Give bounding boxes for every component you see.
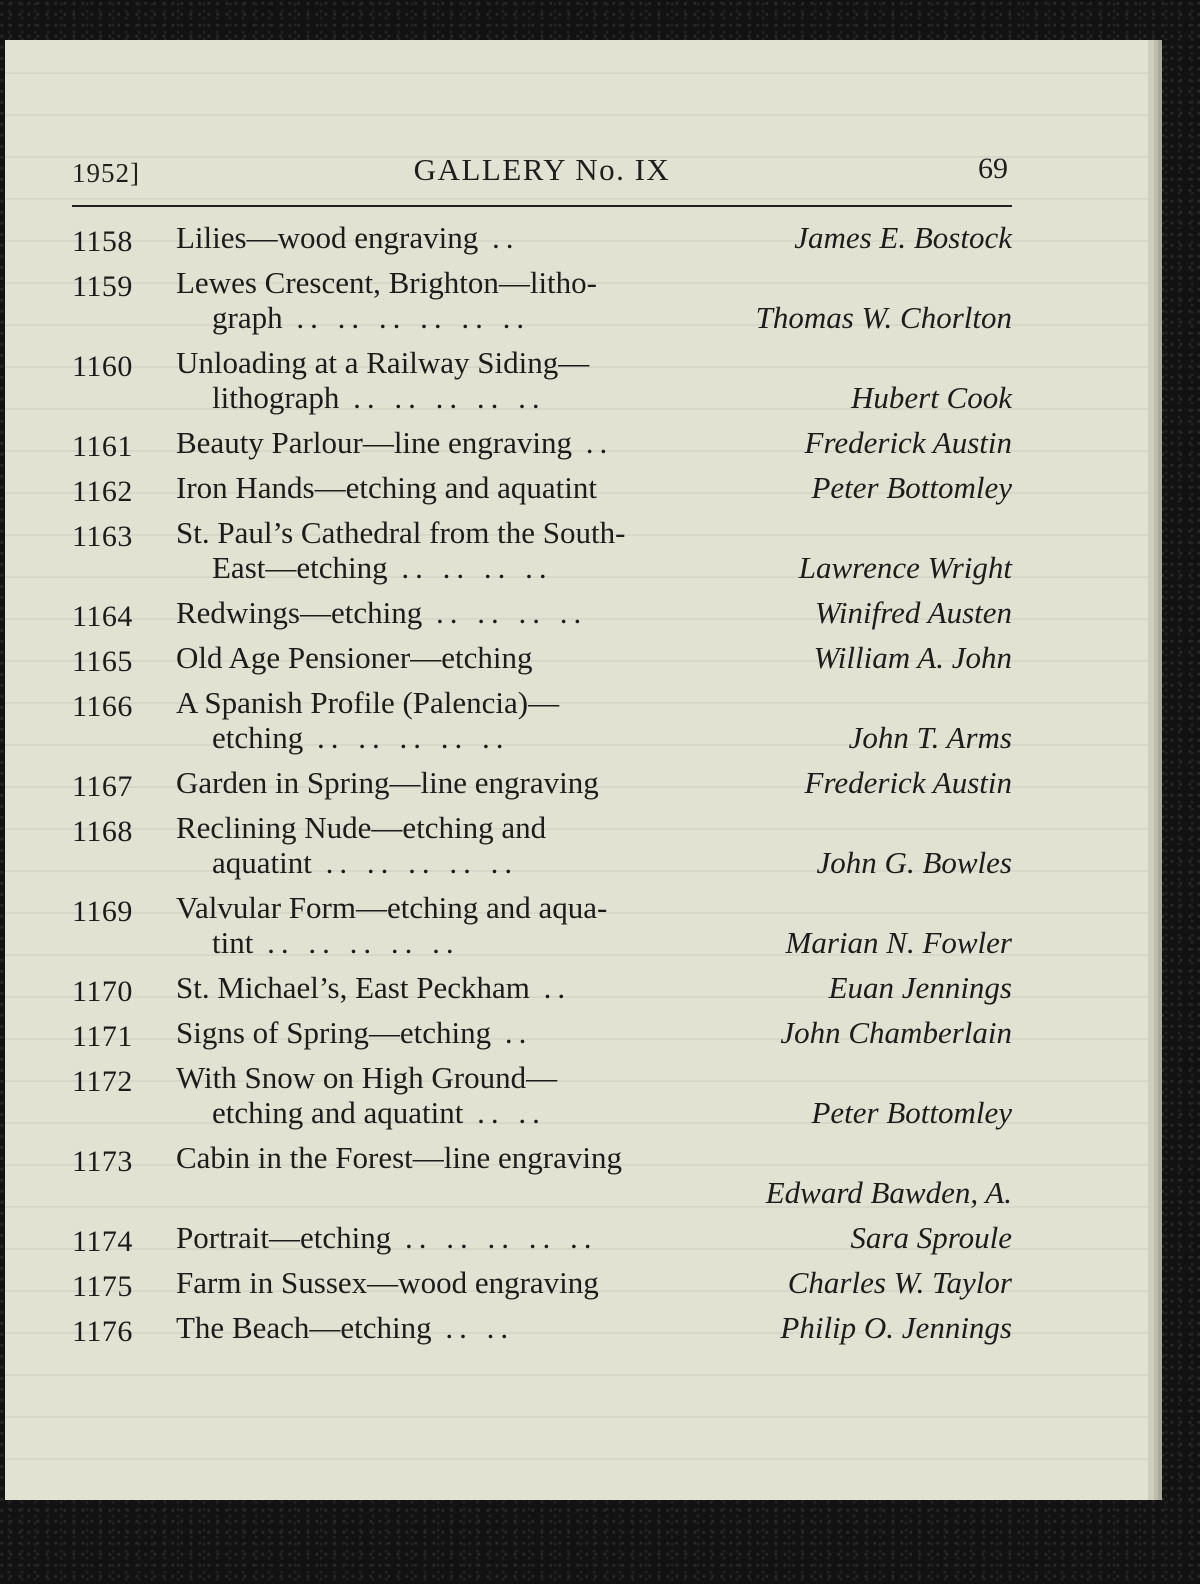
leader-dots: .. .. .. .. .. xyxy=(311,845,519,880)
leader-dots: .. .. .. .. .. xyxy=(391,1220,598,1255)
entry-number: 1176 xyxy=(72,1315,133,1348)
entry-title: Farm in Sussex—wood engraving xyxy=(176,1265,599,1300)
artist-name: Peter Bottomley xyxy=(811,1095,1012,1130)
catalogue-entry xyxy=(72,1135,1012,1215)
leader-dots: .. xyxy=(572,425,614,460)
artist-name: James E. Bostock xyxy=(794,220,1012,255)
leader-dots: .. .. .. .. xyxy=(387,550,553,585)
entry-number: 1164 xyxy=(72,600,133,633)
artist-name: Marian N. Fowler xyxy=(785,925,1012,960)
entry-number: 1167 xyxy=(72,770,133,803)
entry-number: 1168 xyxy=(72,815,133,848)
entry-number: 1174 xyxy=(72,1225,133,1258)
artist-name: Lawrence Wright xyxy=(798,550,1012,585)
header-rule xyxy=(72,205,1012,207)
leader-dots: .. xyxy=(478,220,520,255)
entry-number: 1169 xyxy=(72,895,133,928)
entry-number: 1165 xyxy=(72,645,133,678)
entry-title: St. Paul’s Cathedral from the South- xyxy=(176,515,626,550)
entry-title: Unloading at a Railway Siding— xyxy=(176,345,590,380)
entry-title: Valvular Form—etching and aqua- xyxy=(176,890,608,925)
leader-dots: .. xyxy=(491,1015,533,1050)
artist-name: Frederick Austin xyxy=(804,765,1012,800)
artist-name: William A. John xyxy=(813,640,1012,675)
entry-title: Signs of Spring—etching xyxy=(176,1015,492,1050)
entry-title: Beauty Parlour—line engraving xyxy=(176,425,573,460)
entry-number: 1162 xyxy=(72,475,133,508)
artist-name: Edward Bawden, A. xyxy=(765,1175,1012,1210)
catalogue-entry xyxy=(72,635,1012,680)
page-number: 69 xyxy=(978,152,1008,185)
entry-title: Cabin in the Forest—line engraving xyxy=(176,1140,622,1175)
leader-dots: .. .. .. .. .. xyxy=(253,925,460,960)
catalogue-entry xyxy=(72,420,1012,465)
artist-name: Frederick Austin xyxy=(804,425,1012,460)
entry-number: 1163 xyxy=(72,520,133,553)
leader-dots: .. .. .. .. xyxy=(422,595,588,630)
entry-title-continued: tint xyxy=(212,925,254,960)
catalogue-entry xyxy=(72,1260,1012,1305)
running-header xyxy=(72,152,1012,192)
entry-title-continued: etching xyxy=(212,720,304,755)
artist-name: Hubert Cook xyxy=(850,380,1012,415)
artist-name: John T. Arms xyxy=(848,720,1012,755)
entry-title: Lilies—wood engraving xyxy=(176,220,479,255)
artist-name: Winifred Austen xyxy=(814,595,1012,630)
artist-name: John G. Bowles xyxy=(816,845,1012,880)
entry-number: 1158 xyxy=(72,225,133,258)
leader-dots: .. .. xyxy=(431,1310,515,1345)
artist-name: Charles W. Taylor xyxy=(787,1265,1012,1300)
leader-dots: .. .. .. .. .. xyxy=(303,720,510,755)
entry-title: The Beach—etching xyxy=(176,1310,432,1345)
entry-number: 1160 xyxy=(72,350,133,383)
leader-dots: .. .. .. .. .. .. xyxy=(282,300,531,335)
catalogue-entry xyxy=(72,680,1012,760)
entry-title-continued: lithograph xyxy=(212,380,340,415)
catalogue-entry xyxy=(72,590,1012,635)
entry-number: 1172 xyxy=(72,1065,133,1098)
artist-name: John Chamberlain xyxy=(780,1015,1012,1050)
entry-number: 1161 xyxy=(72,430,133,463)
entry-title: Old Age Pensioner—etching xyxy=(176,640,533,675)
entry-title: Redwings—etching xyxy=(176,595,423,630)
entry-title: With Snow on High Ground— xyxy=(176,1060,558,1095)
catalogue-entry xyxy=(72,760,1012,805)
entry-number: 1173 xyxy=(72,1145,133,1178)
entry-number: 1166 xyxy=(72,690,133,723)
artist-name: Thomas W. Chorlton xyxy=(755,300,1012,335)
artist-name: Peter Bottomley xyxy=(811,470,1012,505)
entry-title: Iron Hands—etching and aquatint xyxy=(176,470,597,505)
entry-title-continued: graph xyxy=(212,300,283,335)
entry-number: 1171 xyxy=(72,1020,133,1053)
catalogue-entry xyxy=(72,465,1012,510)
catalogue-entry xyxy=(72,885,1012,965)
catalogue-entry xyxy=(72,1055,1012,1135)
entry-title: A Spanish Profile (Palencia)— xyxy=(176,685,560,720)
entry-title-continued: aquatint xyxy=(212,845,312,880)
catalogue-entry xyxy=(72,1305,1012,1350)
entry-number: 1175 xyxy=(72,1270,133,1303)
entry-title: Portrait—etching xyxy=(176,1220,392,1255)
entry-title: Reclining Nude—etching and xyxy=(176,810,547,845)
leader-dots: .. .. xyxy=(463,1095,546,1130)
header-year: 1952] xyxy=(72,158,140,188)
catalogue-list xyxy=(72,215,1012,1350)
artist-name: Sara Sproule xyxy=(850,1220,1012,1255)
catalogue-entry xyxy=(72,510,1012,590)
catalogue-entry xyxy=(72,260,1012,340)
catalogue-entry xyxy=(72,965,1012,1010)
gallery-title: GALLERY No. IX xyxy=(413,152,671,187)
entry-number: 1159 xyxy=(72,270,133,303)
catalogue-entry xyxy=(72,1215,1012,1260)
leader-dots: .. .. .. .. .. xyxy=(339,380,546,415)
entry-number: 1170 xyxy=(72,975,133,1008)
entry-title: Garden in Spring—line engraving xyxy=(176,765,599,800)
catalogue-entry xyxy=(72,340,1012,420)
catalogue-entry xyxy=(72,215,1012,260)
entry-title-continued: East—etching xyxy=(212,550,388,585)
artist-name: Euan Jennings xyxy=(828,970,1012,1005)
entry-title: Lewes Crescent, Brighton—litho- xyxy=(176,265,597,300)
entry-title-continued: etching and aquatint xyxy=(212,1095,464,1130)
leader-dots: .. xyxy=(529,970,572,1005)
catalogue-entry xyxy=(72,1010,1012,1055)
artist-name: Philip O. Jennings xyxy=(780,1310,1012,1345)
entry-title: St. Michael’s, East Peckham xyxy=(176,970,530,1005)
catalogue-entry xyxy=(72,805,1012,885)
